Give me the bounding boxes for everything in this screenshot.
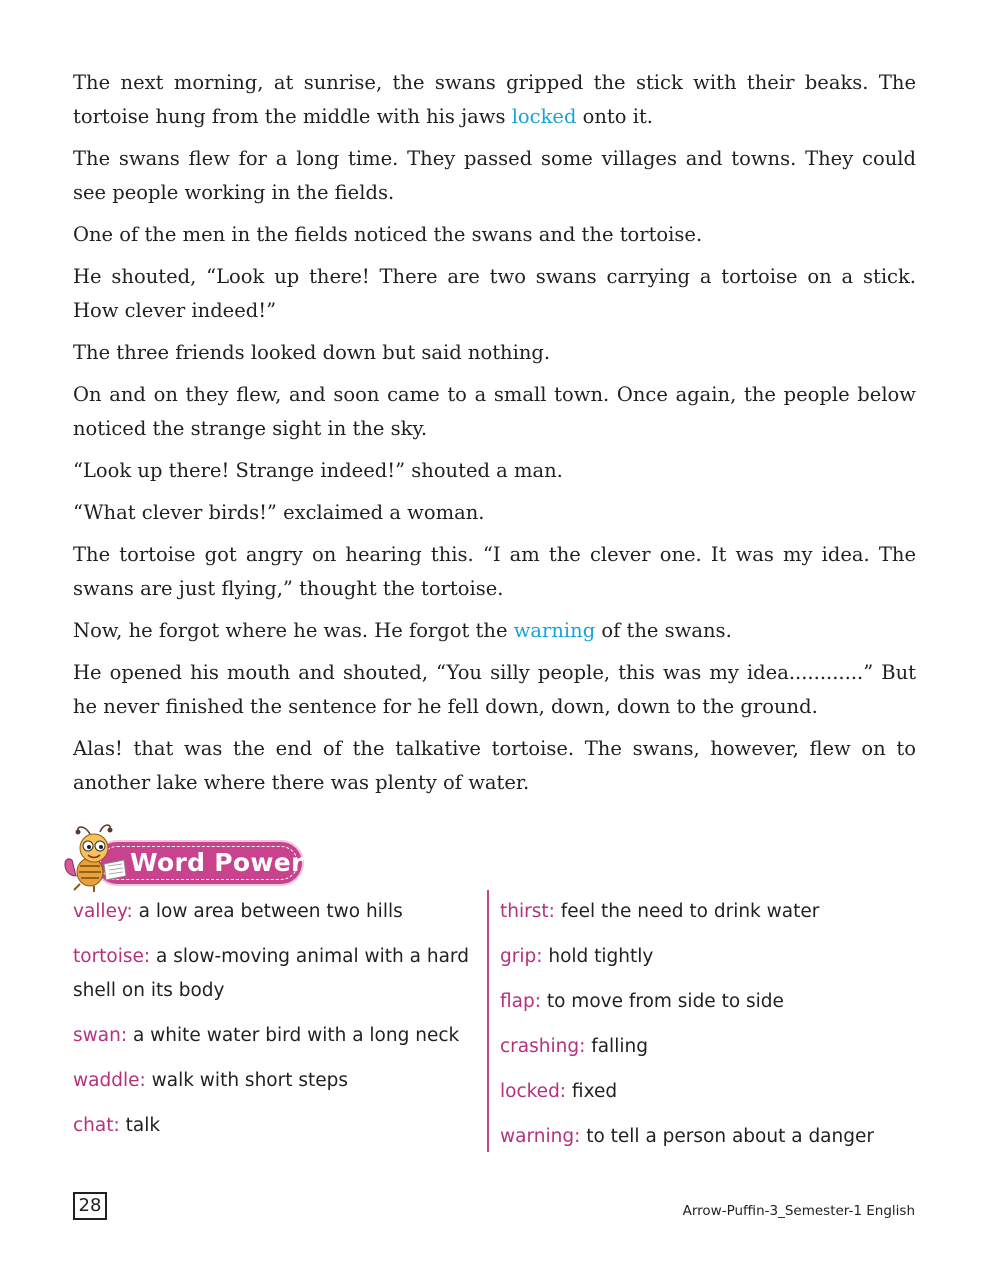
story-paragraph xyxy=(73,496,916,530)
word-power-left-column xyxy=(73,895,483,1154)
vocab-entry xyxy=(500,1120,910,1154)
paragraph-text: One of the men in the fields noticed the swans and the tortoise. xyxy=(73,223,703,246)
column-divider xyxy=(487,890,489,1152)
vocab-entry xyxy=(73,1064,483,1098)
vocab-term: warning: xyxy=(500,1126,581,1147)
vocab-definition: hold tightly xyxy=(542,946,654,967)
story-paragraph xyxy=(73,142,916,210)
vocab-definition: to move from side to side xyxy=(540,991,784,1012)
story-paragraph xyxy=(73,260,916,328)
word-power-banner xyxy=(60,820,320,894)
vocab-term: crashing: xyxy=(500,1036,586,1057)
vocab-definition: a slow-moving animal with a hard shell on its body xyxy=(73,946,469,1001)
paragraph-text: of the swans. xyxy=(595,619,732,642)
vocab-term: waddle: xyxy=(73,1070,146,1091)
story-text xyxy=(73,66,916,808)
vocab-definition: fixed xyxy=(566,1081,618,1102)
vocab-entry xyxy=(73,1109,483,1143)
vocab-term: thirst: xyxy=(500,901,555,922)
paragraph-text: “Look up there! Strange indeed!” shouted a man. xyxy=(73,459,563,482)
paragraph-text: He opened his mouth and shouted, “You silly people, this was my idea............” But he never finished the sentence for he fell down, down, down to the ground. xyxy=(73,661,916,718)
story-paragraph xyxy=(73,732,916,800)
story-paragraph xyxy=(73,378,916,446)
paragraph-text: He shouted, “Look up there! There are two swans carrying a tortoise on a stick. How clever indeed!” xyxy=(73,265,916,322)
vocab-term: locked: xyxy=(500,1081,567,1102)
story-paragraph xyxy=(73,66,916,134)
paragraph-text: Now, he forgot where he was. He forgot the xyxy=(73,619,514,642)
paragraph-text: The swans flew for a long time. They passed some villages and towns. They could see people working in the fields. xyxy=(73,147,916,204)
paragraph-text: The next morning, at sunrise, the swans gripped the stick with their beaks. The tortoise hung from the middle with his jaws xyxy=(73,71,916,128)
vocab-definition: walk with short steps xyxy=(145,1070,349,1091)
paragraph-text: Alas! that was the end of the talkative tortoise. The swans, however, flew on to another lake where there was plenty of water. xyxy=(73,737,916,794)
vocab-entry xyxy=(500,895,910,929)
story-paragraph xyxy=(73,538,916,606)
story-paragraph xyxy=(73,656,916,724)
book-title-footer: Arrow-Puffin-3_Semester-1 English xyxy=(682,1203,915,1219)
vocab-entry xyxy=(500,1075,910,1109)
story-paragraph xyxy=(73,336,916,370)
paragraph-text: On and on they flew, and soon came to a small town. Once again, the people below noticed the strange sight in the sky. xyxy=(73,383,916,440)
paragraph-text: The tortoise got angry on hearing this. “I am the clever one. It was my idea. The swans are just flying,” thought the tortoise. xyxy=(73,543,916,600)
paragraph-text: onto it. xyxy=(576,105,653,128)
vocab-entry xyxy=(73,940,483,1008)
page-number: 28 xyxy=(73,1192,107,1220)
paragraph-text: “What clever birds!” exclaimed a woman. xyxy=(73,501,485,524)
vocab-term: swan: xyxy=(73,1025,128,1046)
paragraph-text: The three friends looked down but said nothing. xyxy=(73,341,551,364)
vocab-definition: falling xyxy=(585,1036,648,1057)
vocab-term: valley: xyxy=(73,901,133,922)
story-paragraph xyxy=(73,614,916,648)
vocab-term: tortoise: xyxy=(73,946,151,967)
vocab-definition: feel the need to drink water xyxy=(554,901,820,922)
vocab-entry xyxy=(500,940,910,974)
vocab-term: chat: xyxy=(73,1115,120,1136)
story-paragraph xyxy=(73,454,916,488)
bug-mascot-icon xyxy=(60,820,140,894)
vocab-term: flap: xyxy=(500,991,541,1012)
word-power-right-column xyxy=(500,895,910,1165)
vocab-entry xyxy=(73,1019,483,1053)
vocab-definition: a white water bird with a long neck xyxy=(127,1025,460,1046)
vocab-definition: a low area between two hills xyxy=(132,901,403,922)
highlighted-word: warning xyxy=(513,619,596,642)
vocab-entry xyxy=(500,985,910,1019)
highlighted-word: locked xyxy=(511,105,577,128)
word-power-title: Word Power xyxy=(130,848,304,877)
vocab-term: grip: xyxy=(500,946,543,967)
vocab-entry xyxy=(73,895,483,929)
vocab-definition: to tell a person about a danger xyxy=(580,1126,874,1147)
vocab-entry xyxy=(500,1030,910,1064)
vocab-definition: talk xyxy=(119,1115,161,1136)
story-paragraph xyxy=(73,218,916,252)
